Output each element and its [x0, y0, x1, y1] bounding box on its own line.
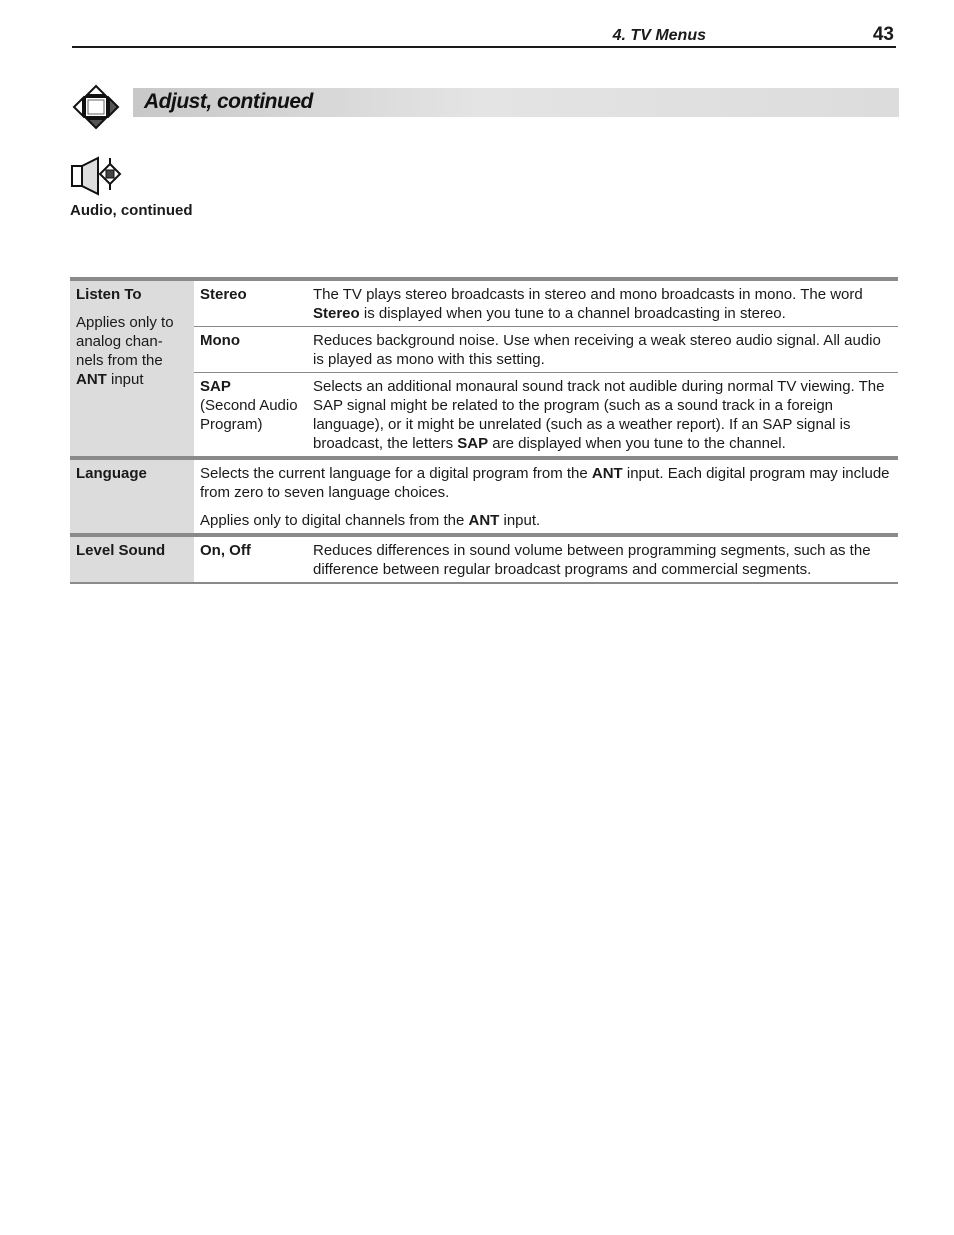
listen-to-note: Applies only to analog chan-nels from the ANT input	[76, 314, 174, 388]
option-on-off: On, Off	[194, 535, 307, 583]
table-row	[70, 327, 898, 373]
section-title: Adjust, continued	[144, 90, 313, 113]
table-row	[70, 279, 898, 327]
audio-settings-table	[70, 277, 898, 584]
mono-description: Reduces background noise. Use when receiving a weak stereo audio signal. All audio is played as mono with this setting.	[307, 327, 898, 373]
running-header	[72, 24, 896, 48]
language-cell	[70, 458, 194, 535]
subsection-label: Audio, continued	[70, 202, 193, 219]
listen-to-cell	[70, 279, 194, 458]
level-sound-cell	[70, 535, 194, 583]
section-title-bar	[133, 88, 899, 117]
chapter-title: 4. TV Menus	[612, 27, 706, 44]
stereo-description: The TV plays stereo broadcasts in stereo and mono broadcasts in mono. The word Stereo is displayed when you tune to a channel broadcasting in stereo.	[307, 279, 898, 327]
table-row	[70, 373, 898, 459]
directional-pad-icon	[72, 84, 120, 130]
listen-to-title: Listen To	[76, 286, 142, 303]
page-number: 43	[872, 24, 894, 45]
sap-description: Selects an additional monaural sound track not audible during normal TV viewing. The SAP signal might be related to the program (such as a sound track in a foreign language), or it might be unrelated (such as a weather report). If an SAP signal is broadcast, the letters SAP are displayed when you tune to the channel.	[307, 373, 898, 459]
option-mono: Mono	[194, 327, 307, 373]
option-sap: SAP (Second Audio Program)	[194, 373, 307, 459]
level-sound-description: Reduces differences in sound volume between programming segments, such as the difference between regular broadcast programs and commercial segments.	[307, 535, 898, 583]
option-stereo: Stereo	[194, 279, 307, 327]
table-row	[70, 458, 898, 535]
table-row	[70, 535, 898, 583]
language-description: Selects the current language for a digital program from the ANT input. Each digital program may include from zero to seven language choices. Applies only to digital channels from the ANT input.	[194, 458, 898, 535]
language-title: Language	[76, 465, 147, 482]
sap-subtitle: (Second Audio Program)	[200, 397, 298, 433]
level-sound-title: Level Sound	[76, 542, 166, 559]
speaker-icon	[70, 156, 126, 196]
